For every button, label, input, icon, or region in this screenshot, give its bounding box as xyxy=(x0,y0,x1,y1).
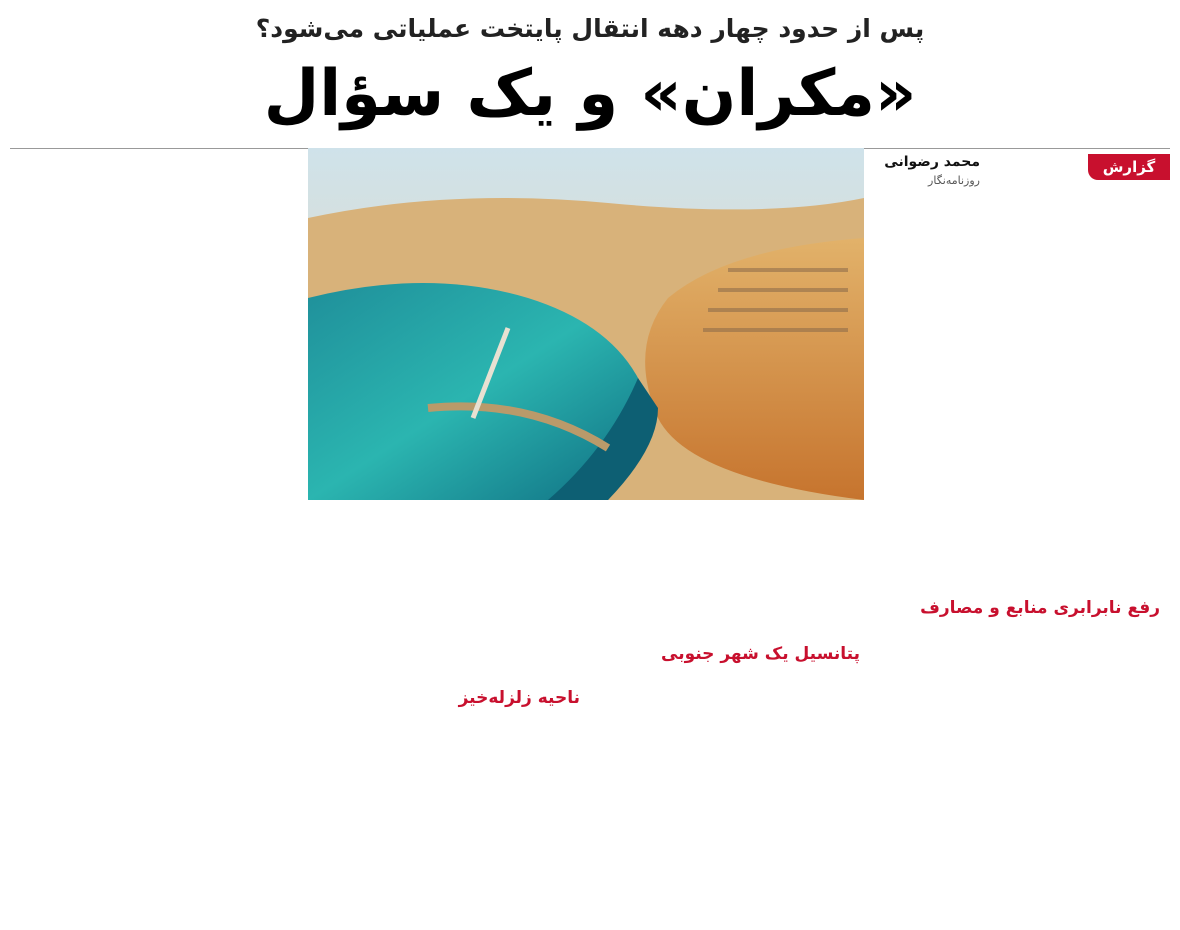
kicker: پس از حدود چهار دهه انتقال پایتخت عملیاتی می‌شود؟ xyxy=(255,14,925,43)
subhead-resources: رفع نابرابری منابع و مصارف xyxy=(920,598,1160,618)
subhead-potential: پتانسیل یک شهر جنوبی xyxy=(661,644,860,664)
aerial-coastal-town-photo xyxy=(308,148,864,500)
section-tag: گزارش xyxy=(1088,154,1170,180)
headline: «مکران» و یک سؤال xyxy=(263,57,917,131)
subhead-seismic-zone: ناحیه زلزله‌خیز xyxy=(458,688,580,708)
byline-name: محمد رضوانی xyxy=(884,154,980,170)
photo-illustration xyxy=(308,148,864,500)
byline-role: روزنامه‌نگار xyxy=(928,174,980,187)
